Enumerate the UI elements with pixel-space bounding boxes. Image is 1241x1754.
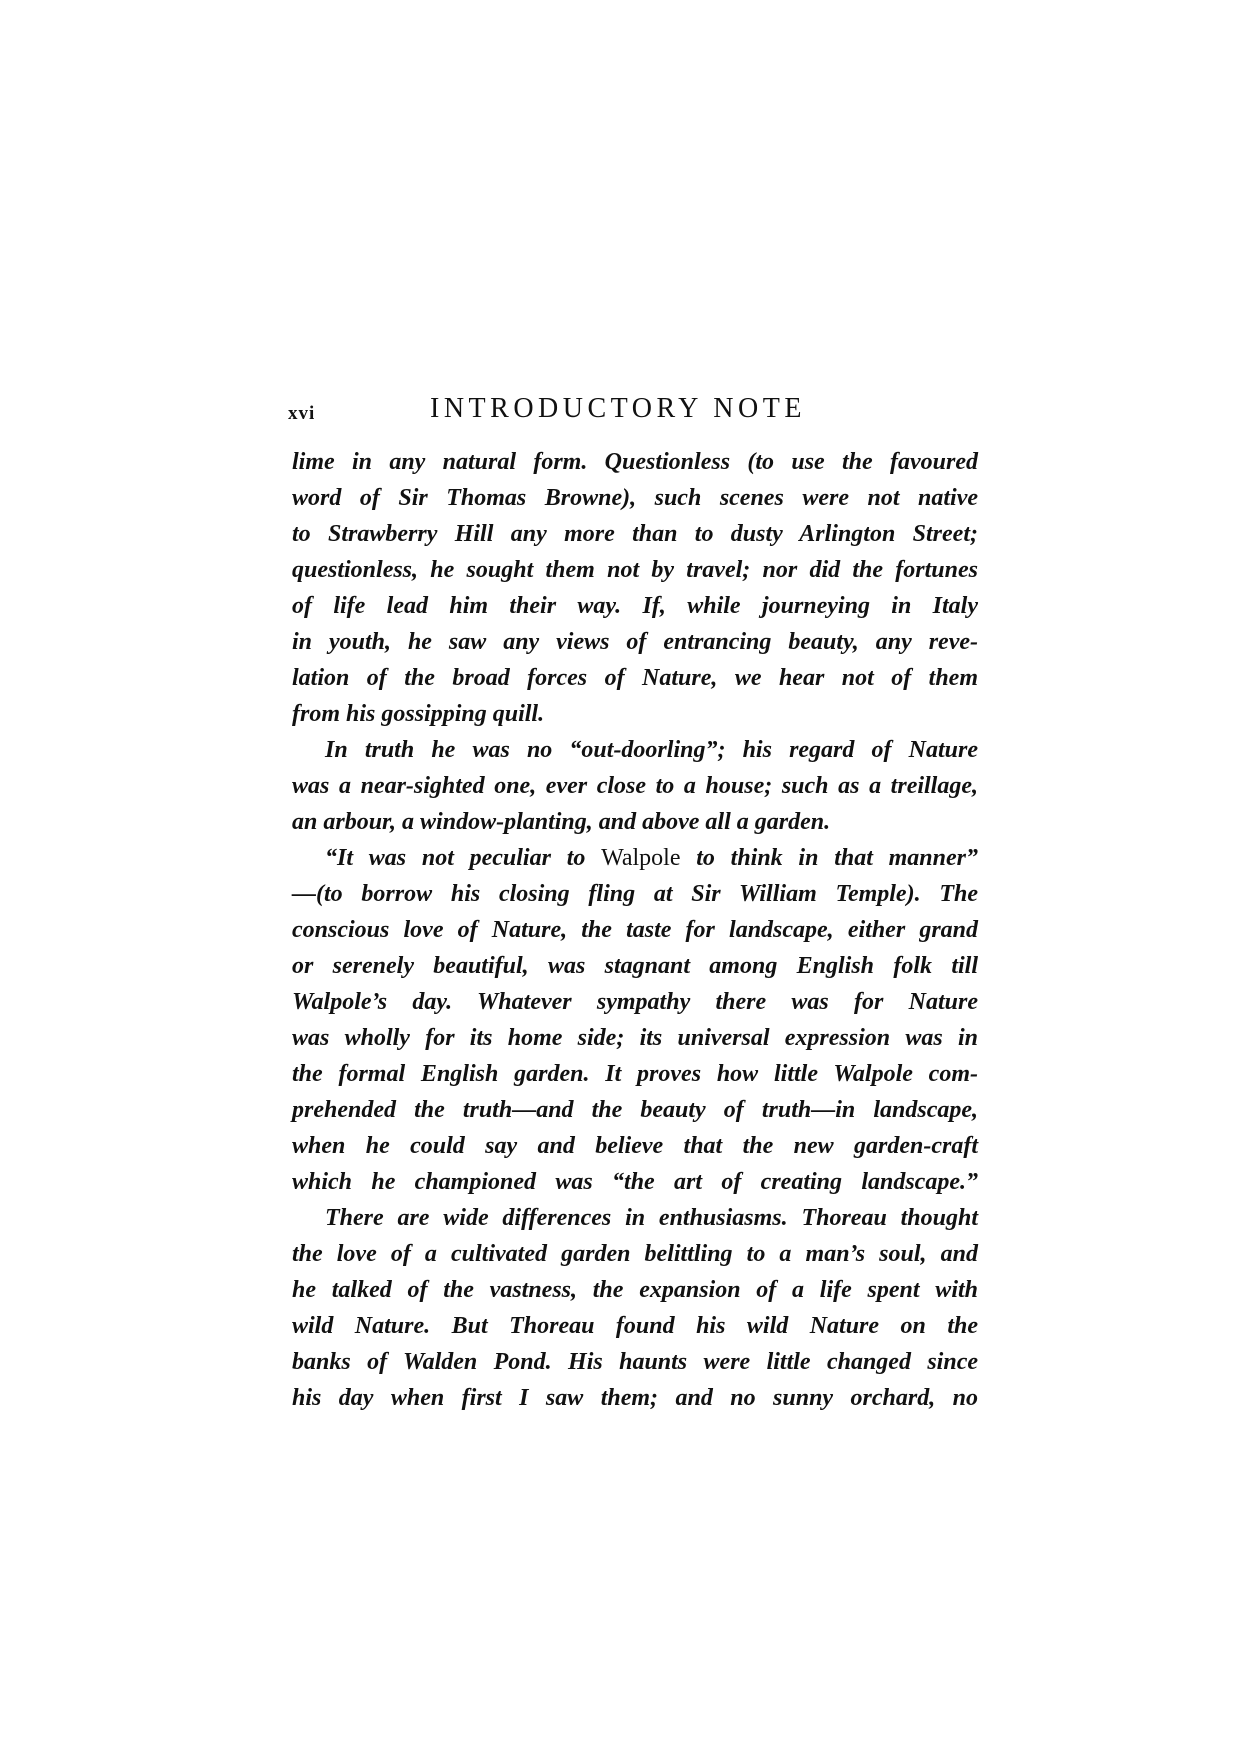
- text-line: the formal English garden. It proves how little Walpole com-: [292, 1061, 978, 1087]
- running-head: [288, 393, 978, 433]
- text-line: to Strawberry Hill any more than to dusty Arlington Street;: [292, 521, 978, 547]
- text-line: In truth he was no “out-doorling”; his regard of Nature: [325, 737, 978, 763]
- text-line: lime in any natural form. Questionless (to use the favoured: [292, 449, 978, 475]
- text-line: wild Nature. But Thoreau found his wild Nature on the: [292, 1313, 978, 1339]
- paragraph-4: [292, 1200, 978, 1416]
- text-line: was a near-sighted one, ever close to a house; such as a treillage,: [292, 773, 978, 799]
- paragraph-1: [292, 444, 978, 732]
- text-line: questionless, he sought them not by travel; nor did the fortunes: [292, 557, 978, 583]
- body-text: [292, 444, 978, 1416]
- text-line: of life lead him their way. If, while journeying in Italy: [292, 593, 978, 619]
- text-line: Walpole’s day. Whatever sympathy there was for Nature: [292, 989, 978, 1015]
- text-line: an arbour, a window-planting, and above all a garden.: [292, 809, 831, 835]
- text-line: which he championed was “the art of creating landscape.”: [292, 1169, 978, 1195]
- text-line: the love of a cultivated garden belittling to a man’s soul, and: [292, 1241, 978, 1267]
- text-line: word of Sir Thomas Browne), such scenes were not native: [292, 485, 978, 511]
- text-line-with-name: [292, 840, 978, 876]
- text-line: he talked of the vastness, the expansion of a life spent with: [292, 1277, 978, 1303]
- text-line: his day when first I saw them; and no sunny orchard, no: [292, 1385, 978, 1411]
- page-number: xvi: [288, 403, 316, 424]
- quote-continuation: to think in that manner”: [680, 845, 978, 871]
- text-line: lation of the broad forces of Nature, we hear not of them: [292, 665, 978, 691]
- text-line: prehended the truth—and the beauty of truth—in landscape,: [292, 1097, 978, 1123]
- quote-opening: “It was not peculiar to: [325, 845, 602, 871]
- text-line: in youth, he saw any views of entrancing beauty, any reve-: [292, 629, 978, 655]
- text-line: from his gossipping quill.: [292, 701, 545, 727]
- paragraph-3: [292, 840, 978, 1200]
- running-title: INTRODUCTORY NOTE: [430, 393, 806, 424]
- text-line: —(to borrow his closing fling at Sir William Temple). The: [292, 881, 978, 907]
- text-line: There are wide differences in enthusiasms. Thoreau thought: [325, 1205, 978, 1231]
- paragraph-2: [292, 732, 978, 840]
- text-line: banks of Walden Pond. His haunts were little changed since: [292, 1349, 978, 1375]
- text-line: or serenely beautiful, was stagnant among English folk till: [292, 953, 978, 979]
- text-line: was wholly for its home side; its universal expression was in: [292, 1025, 978, 1051]
- walpole-name: Walpole: [601, 845, 681, 871]
- text-line: conscious love of Nature, the taste for landscape, either grand: [292, 917, 978, 943]
- text-line: when he could say and believe that the new garden-craft: [292, 1133, 978, 1159]
